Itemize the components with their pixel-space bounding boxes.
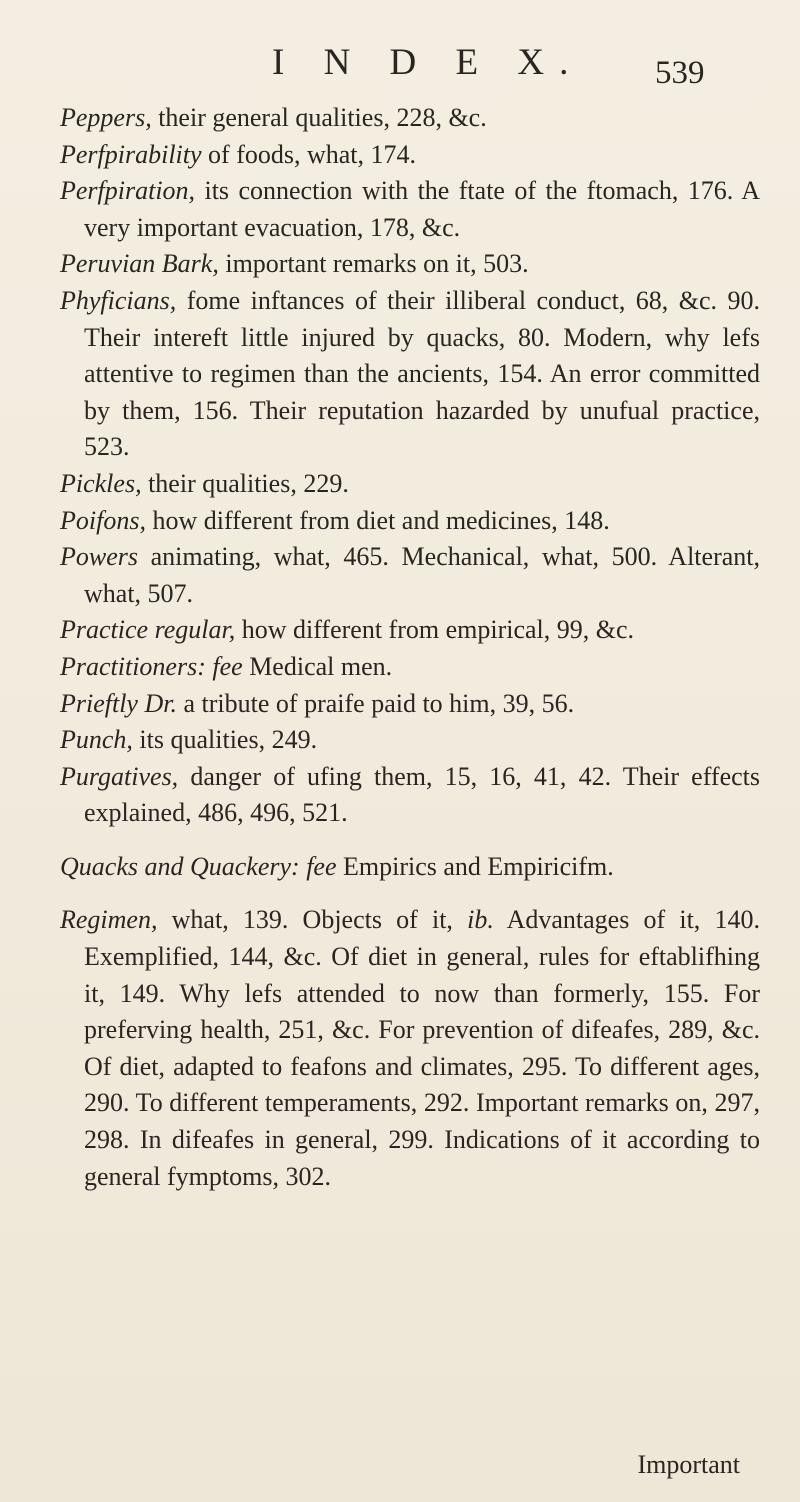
index-entry (60, 137, 760, 174)
running-head (0, 40, 800, 91)
entry-heading: Quacks and Quackery: (60, 851, 300, 881)
index-entry (60, 503, 760, 540)
index-entry (60, 759, 760, 832)
cross-reference: fee (299, 851, 337, 881)
ibid-abbreviation: ib. (467, 905, 494, 935)
entry-text: their qualities, 229. (141, 468, 349, 498)
entry-heading: Pickles, (60, 468, 142, 498)
index-entries (60, 100, 760, 1195)
cross-reference: fee (205, 651, 243, 681)
catchword: Important (637, 1450, 740, 1479)
index-entry (60, 466, 760, 503)
entry-heading: Peruvian Bark, (60, 249, 219, 279)
entry-heading: Regimen, (60, 905, 158, 935)
entry-text: its qualities, 249. (132, 725, 318, 755)
entry-heading: Peppers, (60, 103, 152, 132)
entry-heading: Poifons, (60, 505, 146, 535)
entry-text: how different from diet and medicines, 148. (145, 505, 610, 535)
entry-heading: Powers (60, 542, 138, 572)
entry-text: what, 139. Objects of it, (157, 905, 468, 935)
entry-heading: Prieftly Dr. (60, 688, 177, 718)
entry-text: fome inftances of their illiberal conduct, 68, &c. 90. Their intereft little injured by quacks, 80. Modern, why lefs attentive to regimen than the ancients, 154. An error committed by them, 156. Their reputation hazarded by unufual practice, 523. (84, 285, 760, 462)
index-entry (60, 722, 760, 759)
entry-text: how different from empirical, 99, &c. (235, 615, 635, 645)
page-number: 539 (655, 55, 705, 91)
entry-text: Medical men. (242, 651, 393, 681)
entry-heading: Purgatives, (60, 761, 179, 791)
entry-text: their general qualities, 228, &c. (151, 103, 487, 132)
index-entry (60, 902, 760, 1195)
index-entry (60, 283, 760, 466)
entry-heading: Perfpirability (60, 139, 202, 169)
entry-text: its connection with the ftate of the ftomach, 176. A very important evacuation, 178, &c. (84, 176, 760, 242)
entry-heading: Punch, (60, 725, 133, 755)
entry-text: danger of ufing them, 15, 16, 41, 42. Their effects explained, 486, 496, 521. (84, 761, 760, 828)
entry-heading: Practitioners: (60, 651, 206, 681)
index-entry (60, 173, 760, 246)
entry-text: a tribute of praife paid to him, 39, 56. (177, 688, 575, 718)
index-entry (60, 246, 760, 283)
index-entry (60, 612, 760, 649)
index-entry (60, 649, 760, 686)
index-entry (60, 539, 760, 612)
entry-heading: Perfpiration, (60, 176, 196, 206)
entry-heading: Practice regular, (60, 615, 236, 645)
index-entry (60, 686, 760, 723)
entry-text: Empirics and Empiricifm. (336, 851, 614, 881)
index-entry (60, 849, 760, 886)
entry-text: important remarks on it, 503. (218, 249, 529, 279)
entry-heading: Phyficians, (60, 285, 177, 315)
index-entry (60, 100, 760, 137)
index-title: I N D E X. (272, 42, 584, 83)
entry-text: of foods, what, 174. (201, 139, 417, 169)
entry-text-continued: Advantages of it, 140. Exemplified, 144, &c. Of diet in general, rules for eftablifhing it, 149. Why lefs attended to now than formerly, 155. For preferving health, 251, &c. For prevention of difeafes, 289, &c. Of diet, adapted to feafons and climates, 295. To different ages, 290. To different temperaments, 292. Important remarks on, 297, 298. In difeafes in general, 299. Indications of it according to general fymptoms, 302. (84, 905, 760, 1191)
entry-text: animating, what, 465. Mechanical, what, 500. Alterant, what, 507. (84, 542, 760, 608)
